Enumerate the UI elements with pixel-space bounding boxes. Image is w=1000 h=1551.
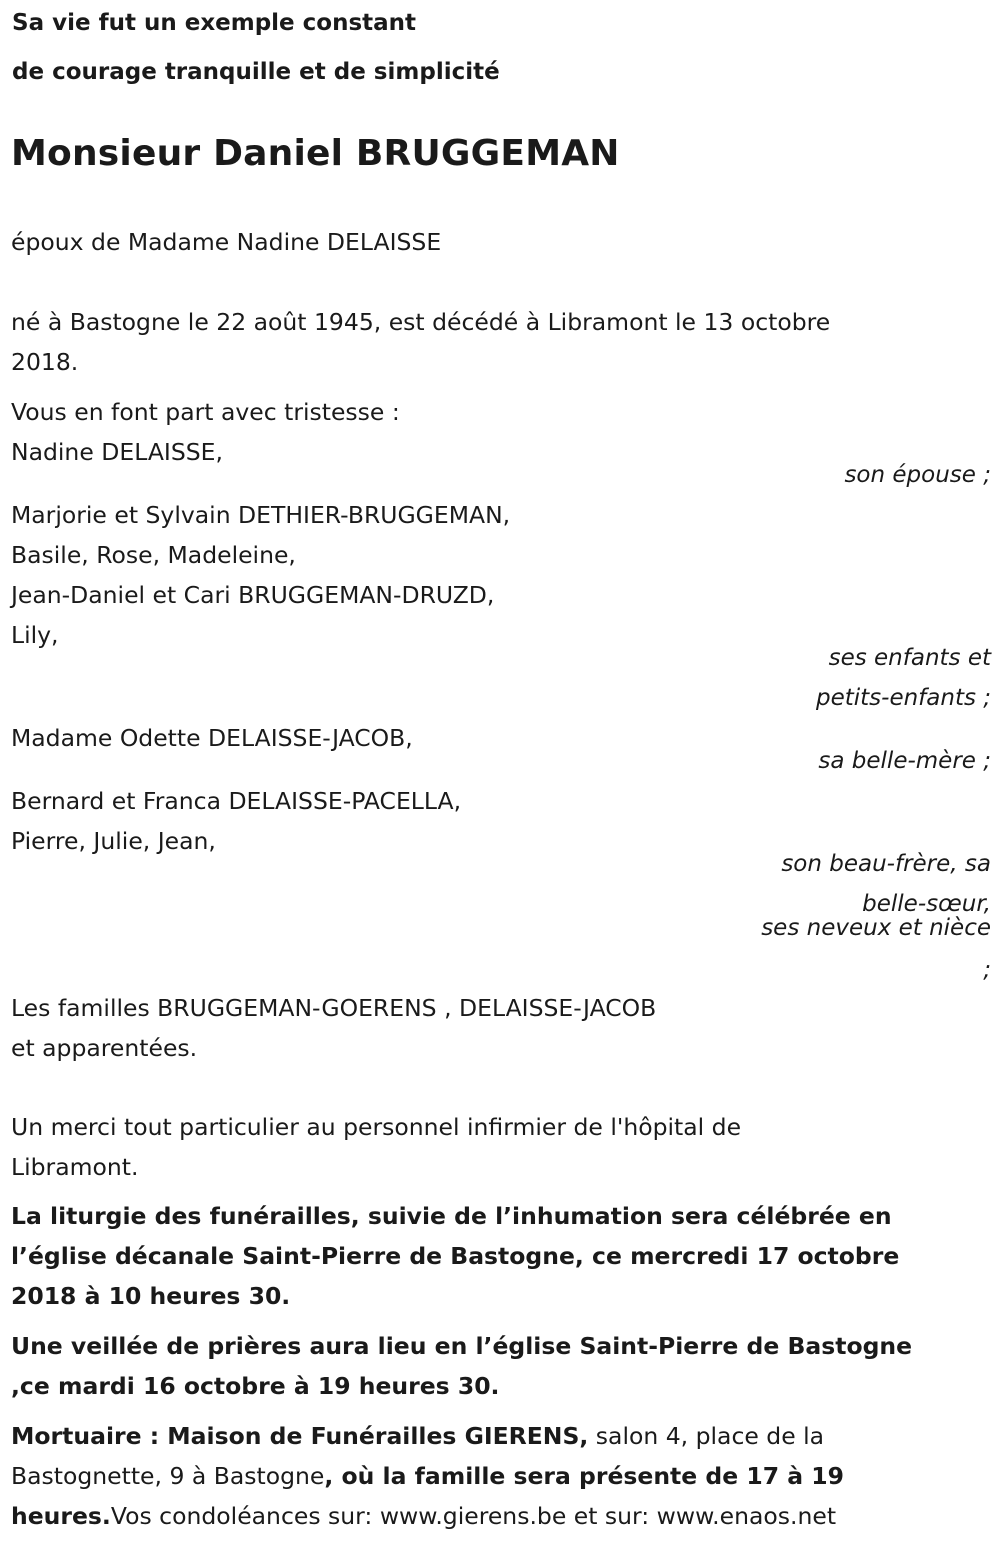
family-children-name-2: Basile, Rose, Madeleine, xyxy=(11,541,296,569)
mortuary-line-2 xyxy=(11,1456,844,1496)
vigil-line-2: ,ce mardi 16 octobre à 19 heures 30. xyxy=(11,1372,500,1400)
birth-death-line-1: né à Bastogne le 22 août 1945, est décédé à Libramont le 13 octobre xyxy=(11,308,831,336)
mortuary-address-1: salon 4, place de la xyxy=(588,1422,825,1450)
deceased-name: Monsieur Daniel BRUGGEMAN xyxy=(11,133,620,174)
family-children-relation-2: petits-enfants ; xyxy=(815,685,991,711)
vigil-line-1: Une veillée de prières aura lieu en l’église Saint-Pierre de Bastogne xyxy=(11,1332,913,1360)
epitaph-line-2: de courage tranquille et de simplicité xyxy=(12,59,500,85)
family-children-name-1: Marjorie et Sylvain DETHIER-BRUGGEMAN, xyxy=(11,501,511,529)
family-mother-in-law-name: Madame Odette DELAISSE-JACOB, xyxy=(11,724,413,752)
condolences-text: Vos condoléances sur: www.gierens.be et sur: www.enaos.net xyxy=(110,1502,837,1530)
funeral-line-1: La liturgie des funérailles, suivie de l’inhumation sera célébrée en xyxy=(11,1202,892,1230)
thanks-line-1: Un merci tout particulier au personnel infirmier de l'hôpital de xyxy=(11,1113,742,1141)
families-line-1: Les familles BRUGGEMAN-GOERENS , DELAISSE-JACOB xyxy=(11,994,657,1022)
family-children-relation-1: ses enfants et xyxy=(828,645,991,671)
family-in-laws-relation-4: ; xyxy=(983,957,991,983)
mortuary-presence-1: , où la famille sera présente de 17 à 19 xyxy=(324,1462,844,1490)
mortuary-presence-2: heures. xyxy=(11,1502,111,1530)
mortuary-line-1 xyxy=(11,1416,824,1456)
announcement-intro: Vous en font part avec tristesse : xyxy=(11,398,400,426)
family-in-laws-name-2: Pierre, Julie, Jean, xyxy=(11,827,216,855)
family-children-name-4: Lily, xyxy=(11,621,59,649)
family-in-laws-relation-3: ses neveux et nièce xyxy=(761,915,991,941)
funeral-line-3: 2018 à 10 heures 30. xyxy=(11,1282,291,1310)
birth-death-line-2: 2018. xyxy=(11,348,79,376)
epitaph-line-1: Sa vie fut un exemple constant xyxy=(12,10,417,36)
mortuary-label: Mortuaire : Maison de Funérailles GIERENS, xyxy=(11,1422,589,1450)
funeral-line-2: l’église décanale Saint-Pierre de Bastogne, ce mercredi 17 octobre xyxy=(11,1242,900,1270)
family-in-laws-relation-2: belle-sœur, xyxy=(862,891,991,917)
family-spouse-relation: son épouse ; xyxy=(844,462,991,488)
family-mother-in-law-relation: sa belle-mère ; xyxy=(818,748,991,774)
families-line-2: et apparentées. xyxy=(11,1034,198,1062)
mortuary-line-3 xyxy=(11,1496,836,1536)
family-spouse-name: Nadine DELAISSE, xyxy=(11,438,223,466)
mortuary-address-2: Bastognette, 9 à Bastogne xyxy=(11,1462,325,1490)
family-in-laws-relation-1: son beau-frère, sa xyxy=(781,851,991,877)
thanks-line-2: Libramont. xyxy=(11,1153,139,1181)
family-in-laws-name-1: Bernard et Franca DELAISSE-PACELLA, xyxy=(11,787,462,815)
family-children-name-3: Jean-Daniel et Cari BRUGGEMAN-DRUZD, xyxy=(11,581,495,609)
spouse-line: époux de Madame Nadine DELAISSE xyxy=(11,228,442,256)
